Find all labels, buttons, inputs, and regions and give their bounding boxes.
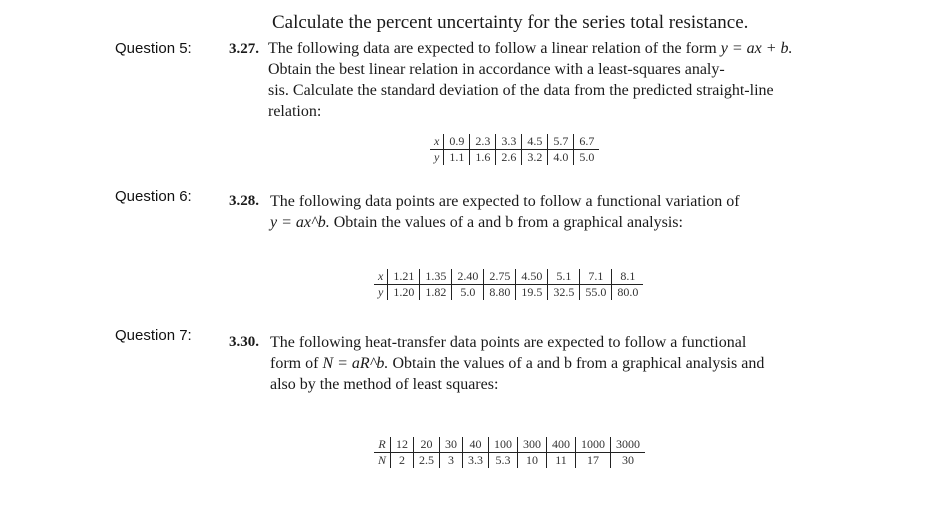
table-row-y <box>374 285 643 301</box>
table-cell: 3 <box>440 453 463 469</box>
table-cell: 4.5 <box>522 134 548 150</box>
table-cell: 6.7 <box>574 134 600 150</box>
table-cell: 2.6 <box>496 150 522 166</box>
table-cell: 2.5 <box>414 453 440 469</box>
problem-number: 3.30. <box>229 334 259 350</box>
table-cell: 5.3 <box>489 453 518 469</box>
table-cell: 17 <box>576 453 611 469</box>
problem-line: also by the method of least squares: <box>270 376 499 393</box>
table-cell: 40 <box>463 437 489 453</box>
table-cell: 1.20 <box>388 285 420 301</box>
table-row-x <box>374 437 645 453</box>
problem-line: Obtain the values of a and b from a graphical analysis and <box>392 355 765 372</box>
problem-text <box>268 38 808 122</box>
question-label: Question 7: <box>115 327 192 344</box>
data-table <box>374 269 643 300</box>
problem-line: The following heat-transfer data points are expected to follow a functional <box>270 334 747 351</box>
table-cell: 80.0 <box>612 285 644 301</box>
problem-text <box>270 332 815 395</box>
problem-line: Obtain the values of a and b from a graphical analysis: <box>333 214 683 231</box>
table-cell: 55.0 <box>580 285 612 301</box>
table-cell: 1.21 <box>388 269 420 285</box>
math-form: N = aR^b. <box>322 355 389 372</box>
table-cell: 3.3 <box>496 134 522 150</box>
table-cell: 11 <box>547 453 576 469</box>
problem-line: The following data are expected to follow a linear relation of the form <box>268 40 717 57</box>
math-form: y = ax + b. <box>720 40 793 57</box>
table-cell: 10 <box>518 453 547 469</box>
problem-text <box>270 191 815 233</box>
table-header-cell: N <box>378 453 387 467</box>
table-cell: 5.0 <box>574 150 600 166</box>
table-cell: 2 <box>391 453 414 469</box>
table-cell: 300 <box>518 437 547 453</box>
table-cell: 5.1 <box>548 269 580 285</box>
table-cell: 5.7 <box>548 134 574 150</box>
table-header-cell: x <box>430 134 444 150</box>
problem-line: The following data points are expected to follow a functional variation of <box>270 193 740 210</box>
table-cell: 20 <box>414 437 440 453</box>
table-cell: 1.1 <box>444 150 470 166</box>
table-cell: 3.3 <box>463 453 489 469</box>
table-row-y <box>430 150 599 166</box>
question-label: Question 6: <box>115 188 192 205</box>
data-table <box>374 437 645 468</box>
table-cell: 1.35 <box>420 269 452 285</box>
problem-line: sis. Calculate the standard deviation of the data from the predicted straight-line <box>268 82 774 99</box>
table-cell: 30 <box>611 453 646 469</box>
table-cell: 8.1 <box>612 269 644 285</box>
header-text: Calculate the percent uncertainty for the series total resistance. <box>272 12 749 33</box>
table-cell: 2.40 <box>452 269 484 285</box>
table-cell: 0.9 <box>444 134 470 150</box>
table-cell: 4.0 <box>548 150 574 166</box>
table-cell: 12 <box>391 437 414 453</box>
table-row-x <box>430 134 599 150</box>
table-cell: 4.50 <box>516 269 548 285</box>
table-header-cell: y <box>378 285 384 299</box>
table-header-cell: y <box>434 150 440 164</box>
table-cell: 19.5 <box>516 285 548 301</box>
table-cell: 100 <box>489 437 518 453</box>
table-header-cell: R <box>374 437 391 453</box>
problem-line: relation: <box>268 103 322 120</box>
table-cell: 1000 <box>576 437 611 453</box>
table-cell: 1.6 <box>470 150 496 166</box>
question-label: Question 5: <box>115 40 192 57</box>
table-cell: 7.1 <box>580 269 612 285</box>
problem-number: 3.27. <box>229 41 259 57</box>
table-cell: 8.80 <box>484 285 516 301</box>
data-table <box>430 134 599 165</box>
problem-line: form of <box>270 355 319 372</box>
table-cell: 2.75 <box>484 269 516 285</box>
problem-number: 3.28. <box>229 193 259 209</box>
table-cell: 400 <box>547 437 576 453</box>
table-cell: 3000 <box>611 437 646 453</box>
table-cell: 32.5 <box>548 285 580 301</box>
table-cell: 1.82 <box>420 285 452 301</box>
table-cell: 30 <box>440 437 463 453</box>
table-cell: 5.0 <box>452 285 484 301</box>
table-header-cell: x <box>374 269 388 285</box>
table-row-x <box>374 269 643 285</box>
table-row-y <box>374 453 645 469</box>
math-form: y = ax^b. <box>270 214 330 231</box>
table-cell: 2.3 <box>470 134 496 150</box>
table-cell: 3.2 <box>522 150 548 166</box>
problem-line: Obtain the best linear relation in accordance with a least-squares analy- <box>268 61 725 78</box>
